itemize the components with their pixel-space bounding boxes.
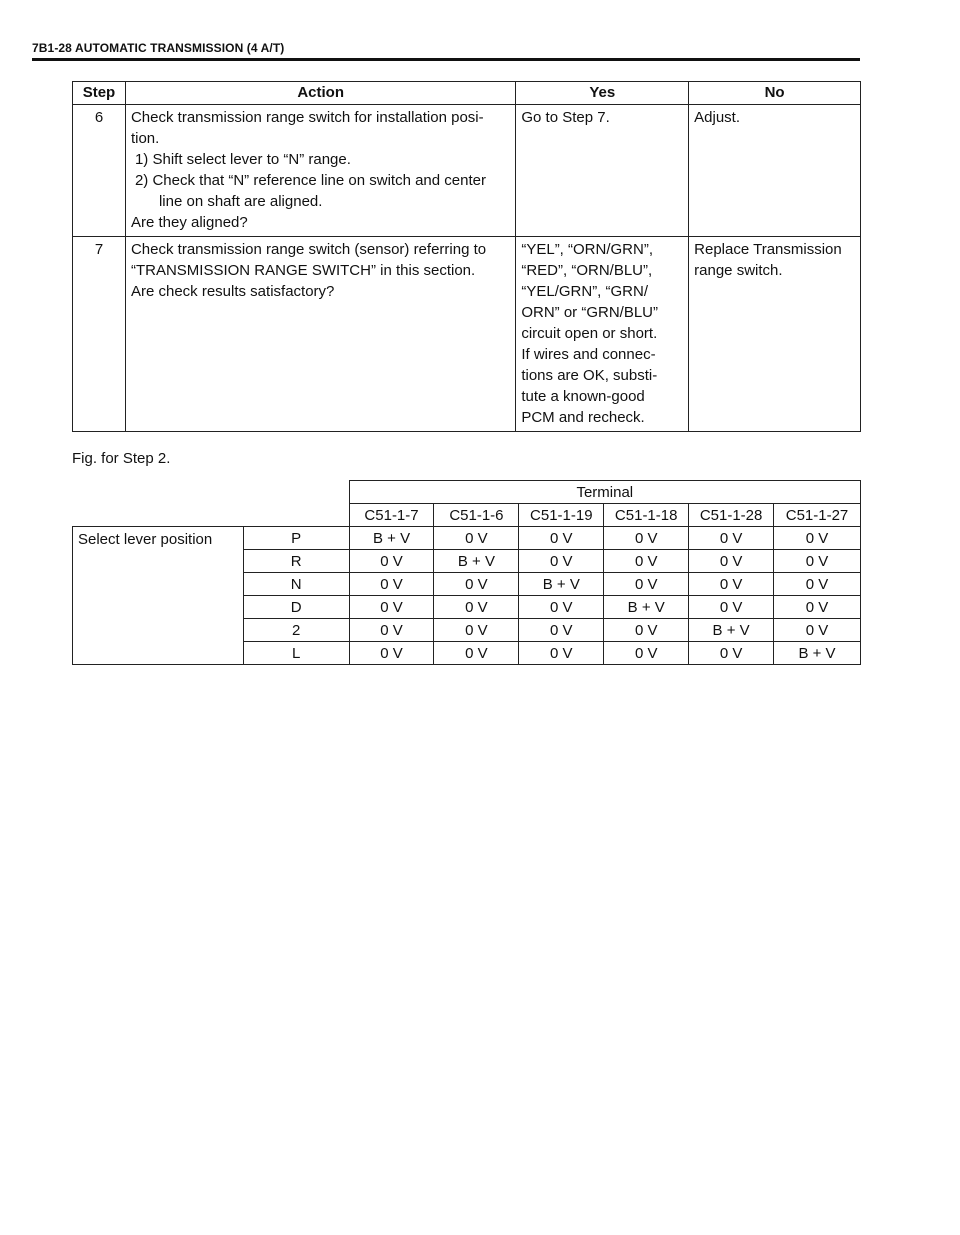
voltage-cell: 0 V xyxy=(604,619,689,642)
voltage-cell: 0 V xyxy=(349,619,434,642)
voltage-cell: 0 V xyxy=(774,527,861,550)
voltage-cell: 0 V xyxy=(519,596,604,619)
voltage-cell: 0 V xyxy=(349,642,434,665)
yes-line: tute a known-good xyxy=(521,388,645,405)
lever-position: R xyxy=(243,550,349,573)
column-header-no: No xyxy=(689,82,861,105)
step-no xyxy=(689,105,861,237)
page-header xyxy=(32,38,860,62)
no-line: Adjust. xyxy=(694,109,741,126)
voltage-cell: B + V xyxy=(689,619,774,642)
step-number: 6 xyxy=(73,105,126,237)
voltage-cell: B + V xyxy=(434,550,519,573)
step-yes xyxy=(516,237,689,432)
voltage-cell: 0 V xyxy=(774,573,861,596)
voltage-cell: 0 V xyxy=(689,642,774,665)
voltage-cell: 0 V xyxy=(434,596,519,619)
row-group-label: Select lever position xyxy=(73,527,244,665)
action-line: line on shaft are aligned. xyxy=(158,193,323,210)
yes-line: “RED”, “ORN/BLU”, xyxy=(521,262,653,279)
voltage-cell: 0 V xyxy=(604,573,689,596)
table-row xyxy=(73,237,861,432)
blank-cell xyxy=(243,504,349,527)
voltage-cell: 0 V xyxy=(774,619,861,642)
no-line: range switch. xyxy=(694,262,783,279)
yes-line: tions are OK, substi- xyxy=(521,367,658,384)
step-yes xyxy=(516,105,689,237)
lever-position: 2 xyxy=(243,619,349,642)
voltage-cell: 0 V xyxy=(434,573,519,596)
voltage-cell: 0 V xyxy=(604,527,689,550)
header-rule xyxy=(32,58,860,61)
troubleshooting-header-row xyxy=(73,82,861,105)
yes-line: Go to Step 7. xyxy=(521,109,610,126)
action-line: Check transmission range switch (sensor) referring to xyxy=(130,241,487,258)
voltage-cell: 0 V xyxy=(689,596,774,619)
terminal-group-header-row xyxy=(73,481,861,504)
step-number: 7 xyxy=(73,237,126,432)
lever-position: N xyxy=(243,573,349,596)
action-line: Are check results satisfactory? xyxy=(130,283,335,300)
action-line: “TRANSMISSION RANGE SWITCH” in this section. xyxy=(130,262,476,279)
terminal-group-header: Terminal xyxy=(349,481,860,504)
blank-cell xyxy=(73,504,244,527)
voltage-cell: B + V xyxy=(604,596,689,619)
voltage-cell: 0 V xyxy=(604,550,689,573)
yes-line: “YEL/GRN”, “GRN/ xyxy=(521,283,649,300)
voltage-cell: 0 V xyxy=(689,527,774,550)
terminal-header: C51-1-6 xyxy=(434,504,519,527)
table-row xyxy=(73,105,861,237)
column-header-action: Action xyxy=(125,82,515,105)
voltage-cell: 0 V xyxy=(434,642,519,665)
voltage-cell: 0 V xyxy=(349,550,434,573)
column-header-step: Step xyxy=(73,82,126,105)
terminal-voltage-table xyxy=(72,480,861,665)
terminal-header: C51-1-27 xyxy=(774,504,861,527)
terminal-header: C51-1-18 xyxy=(604,504,689,527)
blank-cell xyxy=(243,481,349,504)
voltage-cell: 0 V xyxy=(774,550,861,573)
troubleshooting-table xyxy=(72,81,861,432)
step-no xyxy=(689,237,861,432)
lever-position: D xyxy=(243,596,349,619)
voltage-cell: 0 V xyxy=(519,527,604,550)
voltage-cell: 0 V xyxy=(604,642,689,665)
step-action xyxy=(125,105,515,237)
step-action xyxy=(125,237,515,432)
voltage-cell: B + V xyxy=(349,527,434,550)
no-line: Replace Transmission xyxy=(694,241,842,258)
figure-caption: Fig. for Step 2. xyxy=(72,450,171,467)
voltage-cell: 0 V xyxy=(349,573,434,596)
terminal-header-row xyxy=(73,504,861,527)
table-row xyxy=(73,527,861,550)
action-line: 2) Check that “N” reference line on switch and center xyxy=(134,172,486,189)
lever-position: L xyxy=(243,642,349,665)
voltage-cell: 0 V xyxy=(689,550,774,573)
action-line: 1) Shift select lever to “N” range. xyxy=(134,151,351,168)
terminal-header: C51-1-19 xyxy=(519,504,604,527)
voltage-cell: B + V xyxy=(519,573,604,596)
action-line: tion. xyxy=(130,130,160,147)
terminal-header: C51-1-7 xyxy=(349,504,434,527)
terminal-header: C51-1-28 xyxy=(689,504,774,527)
yes-line: circuit open or short. xyxy=(521,325,658,342)
yes-line: “YEL”, “ORN/GRN”, xyxy=(521,241,654,258)
voltage-cell: 0 V xyxy=(519,642,604,665)
voltage-cell: 0 V xyxy=(519,550,604,573)
column-header-yes: Yes xyxy=(516,82,689,105)
voltage-cell: 0 V xyxy=(689,573,774,596)
voltage-cell: B + V xyxy=(774,642,861,665)
page-header-title: 7B1-28 AUTOMATIC TRANSMISSION (4 A/T) xyxy=(32,41,285,55)
voltage-cell: 0 V xyxy=(434,527,519,550)
action-line: Are they aligned? xyxy=(130,214,248,231)
blank-cell xyxy=(73,481,244,504)
yes-line: PCM and recheck. xyxy=(521,409,645,426)
voltage-cell: 0 V xyxy=(434,619,519,642)
action-line: Check transmission range switch for installation posi- xyxy=(130,109,484,126)
lever-position: P xyxy=(243,527,349,550)
voltage-cell: 0 V xyxy=(349,596,434,619)
yes-line: ORN” or “GRN/BLU” xyxy=(521,304,659,321)
yes-line: If wires and connec- xyxy=(521,346,656,363)
voltage-cell: 0 V xyxy=(774,596,861,619)
voltage-cell: 0 V xyxy=(519,619,604,642)
